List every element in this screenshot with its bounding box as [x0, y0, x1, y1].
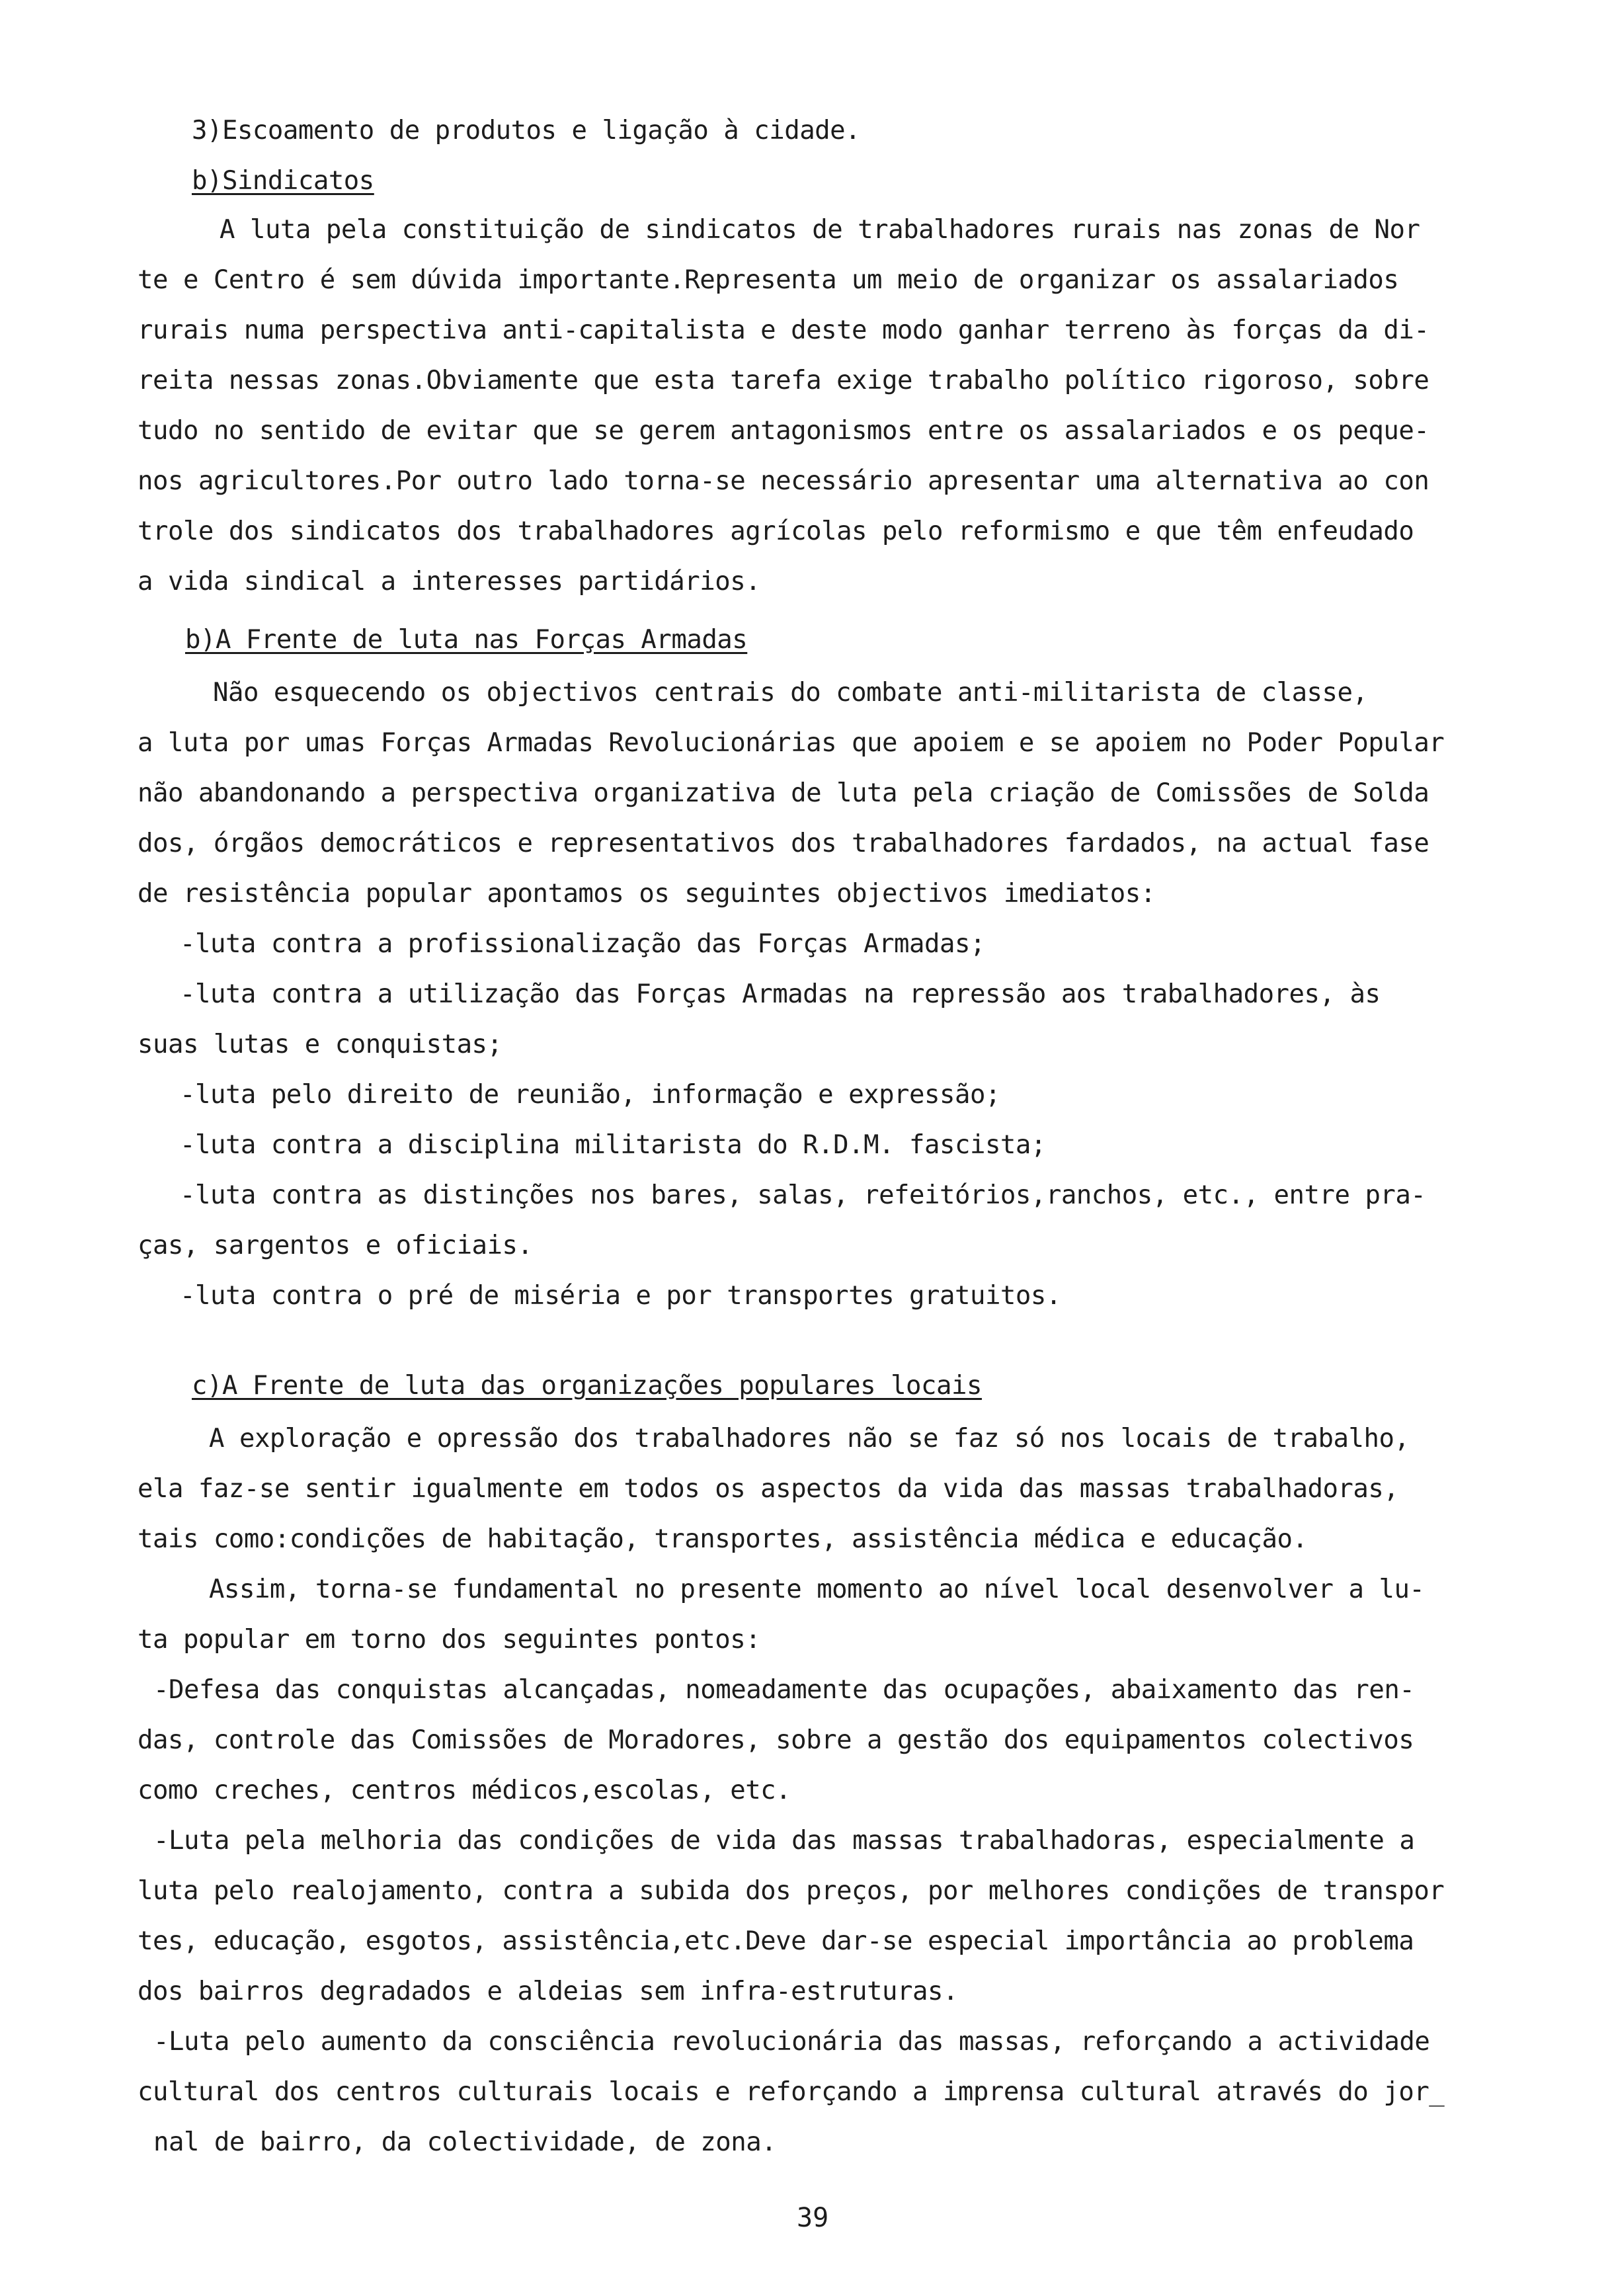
section-heading-sindicatos: b)Sindicatos — [192, 166, 374, 196]
text-line: ta popular em torno dos seguintes pontos: — [138, 1625, 761, 1655]
list-item: -Defesa das conquistas alcançadas, nomeadamente das ocupações, abaixamento das ren- — [153, 1675, 1415, 1705]
text-line: tudo no sentido de evitar que se gerem antagonismos entre os assalariados e os peque- — [138, 416, 1429, 446]
list-item: -luta pelo direito de reunião, informação e expressão; — [180, 1080, 1000, 1110]
text-line: A exploração e opressão dos trabalhadores não se faz só nos locais de trabalho, — [209, 1424, 1410, 1454]
text-line: te e Centro é sem dúvida importante.Representa um meio de organizar os assalariados — [138, 265, 1399, 295]
list-item: -Luta pela melhoria das condições de vida das massas trabalhadoras, especialmente a — [153, 1826, 1415, 1856]
page-number: 39 — [797, 2203, 829, 2233]
text-line: suas lutas e conquistas; — [138, 1030, 502, 1059]
text-line: 3)Escoamento de produtos e ligação à cidade. — [192, 116, 861, 145]
text-line: trole dos sindicatos dos trabalhadores agrícolas pelo reformismo e que têm enfeudado — [138, 516, 1414, 546]
text-line: das, controle das Comissões de Moradores, sobre a gestão dos equipamentos colectivos — [138, 1725, 1414, 1755]
text-line: a vida sindical a interesses partidários. — [138, 567, 761, 596]
text-line: dos, órgãos democráticos e representativos dos trabalhadores fardados, na actual fase — [138, 829, 1429, 858]
text-line: nos agricultores.Por outro lado torna-se necessário apresentar uma alternativa ao con — [138, 466, 1429, 496]
text-line: a luta por umas Forças Armadas Revolucionárias que apoiem e se apoiem no Poder Popular — [138, 728, 1445, 758]
text-line: Assim, torna-se fundamental no presente momento ao nível local desenvolver a lu- — [209, 1575, 1425, 1604]
text-line: de resistência popular apontamos os seguintes objectivos imediatos: — [138, 879, 1156, 909]
text-line: cultural dos centros culturais locais e reforçando a imprensa cultural através do jor_ — [138, 2077, 1445, 2107]
list-item: -Luta pelo aumento da consciência revolucionária das massas, reforçando a actividade — [153, 2027, 1430, 2057]
text-line: dos bairros degradados e aldeias sem infra-estruturas. — [138, 1977, 958, 2006]
text-line: A luta pela constituição de sindicatos de trabalhadores rurais nas zonas de Nor — [220, 215, 1420, 245]
text-line: tes, educação, esgotos, assistência,etc.Deve dar-se especial importância ao problema — [138, 1926, 1414, 1956]
list-item: -luta contra as distinções nos bares, salas, refeitórios,ranchos, etc., entre pra- — [180, 1180, 1426, 1210]
text-line: tais como:condições de habitação, transportes, assistência médica e educação. — [138, 1524, 1308, 1554]
text-line: Não esquecendo os objectivos centrais do combate anti-militarista de classe, — [213, 678, 1368, 708]
section-heading-organizacoes-populares: c)A Frente de luta das organizações populares locais — [192, 1371, 982, 1401]
text-line: nal de bairro, da colectividade, de zona. — [153, 2127, 777, 2157]
text-line: ela faz-se sentir igualmente em todos os aspectos da vida das massas trabalhadoras, — [138, 1474, 1399, 1504]
list-item: -luta contra a disciplina militarista do R.D.M. fascista; — [180, 1130, 1046, 1160]
list-item: -luta contra a utilização das Forças Armadas na repressão aos trabalhadores, às — [180, 979, 1381, 1009]
section-heading-forcas-armadas: b)A Frente de luta nas Forças Armadas — [185, 625, 748, 655]
text-line: reita nessas zonas.Obviamente que esta tarefa exige trabalho político rigoroso, sobre — [138, 366, 1429, 395]
text-line: rurais numa perspectiva anti-capitalista e deste modo ganhar terreno às forças da di- — [138, 315, 1429, 345]
text-line: como creches, centros médicos,escolas, etc. — [138, 1776, 791, 1805]
text-line: não abandonando a perspectiva organizativa de luta pela criação de Comissões de Solda — [138, 778, 1429, 808]
list-item: -luta contra o pré de miséria e por transportes gratuitos. — [180, 1281, 1061, 1311]
list-item: -luta contra a profissionalização das Forças Armadas; — [180, 929, 985, 959]
text-line: luta pelo realojamento, contra a subida dos preços, por melhores condições de transpor — [138, 1876, 1445, 1906]
text-line: ças, sargentos e oficiais. — [138, 1231, 533, 1260]
